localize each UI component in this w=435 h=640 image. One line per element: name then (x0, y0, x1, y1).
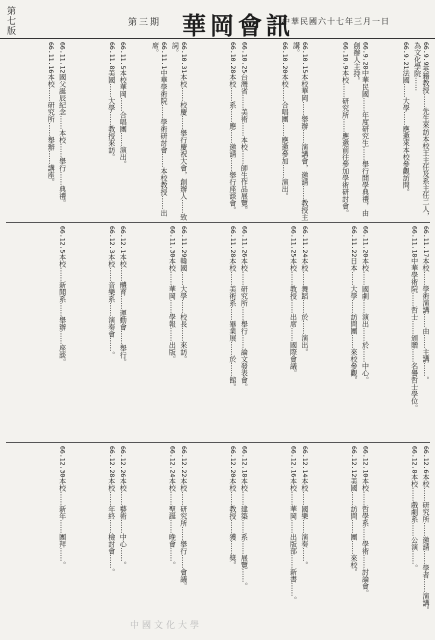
text-column (67, 42, 128, 222)
entry-text: 韓國……大學……校長……來訪。 (179, 257, 188, 363)
watermark: 中國文化大學 (130, 621, 203, 631)
entry-text: 本校……學術演講……由……主講……。 (422, 257, 430, 384)
news-entry (179, 446, 187, 636)
news-entry (171, 42, 188, 222)
text-column (369, 42, 430, 222)
news-band-middle (6, 226, 430, 443)
news-entry (353, 42, 370, 222)
news-entry (341, 42, 349, 222)
news-entry (422, 446, 430, 636)
news-entry (361, 446, 369, 636)
news-entry (107, 446, 115, 636)
news-entry (240, 446, 248, 636)
news-entry (300, 446, 308, 636)
text-column (309, 446, 370, 636)
entry-date: 66.11.20 (361, 226, 370, 258)
entry-date: 66.11.5 (119, 42, 128, 70)
news-entry (58, 42, 66, 222)
text-column (67, 226, 128, 442)
news-entry (281, 42, 289, 222)
entry-text: 台灣省……美術……本校……師生作品展覽。 (240, 73, 249, 214)
news-entry (410, 446, 418, 636)
entry-date: 66.10.20 (281, 42, 290, 74)
news-entry (422, 226, 430, 442)
entry-date: 66.12.16 (289, 446, 298, 478)
entry-text: 本校……系……應……邀請……舉行座談會。 (228, 73, 237, 214)
entry-date: 66.12.6 (422, 446, 430, 474)
news-entry (229, 42, 237, 222)
entry-date: 66.9.21 (402, 42, 411, 70)
entry-date: 66.11.30 (168, 226, 177, 258)
entry-text: 本校華岡……合唱團……演出。 (119, 69, 128, 168)
entry-text: 本校……研究所……舉行……會議。 (179, 477, 188, 590)
entry-date: 66.9.28 (361, 42, 370, 70)
news-entry (413, 42, 430, 222)
text-column (369, 226, 430, 442)
entry-text: 本校……藝術……中心……。 (119, 477, 128, 569)
entry-date: 66.11.25 (289, 226, 298, 258)
news-entry (350, 446, 358, 636)
news-entry (229, 226, 237, 442)
entry-text: 中華學術院……學術研討會……本校教授……出席。 (151, 42, 168, 217)
entry-date: 66.12.18 (240, 446, 249, 478)
entry-text: 美國……訪問……團……來校。 (350, 477, 359, 576)
entry-date: 66.10.28 (228, 42, 237, 74)
news-entry (119, 446, 127, 636)
entry-text: 本校……華岡……學報……出版。 (168, 257, 177, 363)
entry-text: 本校……研究所……舉行……論文發表會。 (240, 257, 249, 391)
entry-date: 66.11.1 (159, 42, 168, 70)
news-entry (58, 226, 66, 442)
entry-date: 66.10.9 (341, 42, 350, 70)
news-entry (289, 226, 297, 442)
entry-text: 本校……研究所……應邀前往參加學術研討會。 (341, 69, 350, 217)
entry-date: 66.12.28 (107, 446, 116, 478)
entry-date: 66.10.31 (179, 42, 188, 74)
entry-date: 66.11.24 (300, 226, 309, 258)
entry-text: 本校……新年……團拜……。 (58, 477, 67, 569)
entry-text: 本校……建築……系……展覽……。 (240, 477, 249, 590)
entry-text: 本校……體育……運動會……舉行。 (119, 253, 128, 366)
news-band-bottom (6, 446, 430, 636)
entry-date: 66.11.28 (228, 226, 237, 258)
entry-text: 中華學術院……哲士……頒贈……名譽哲士學位。 (410, 257, 419, 412)
entry-date: 66.12.12 (350, 446, 359, 478)
news-body (6, 42, 430, 636)
text-column (127, 42, 188, 222)
entry-date: 66.10.15 (300, 42, 309, 74)
issue-number: 第三期 (128, 18, 162, 28)
entry-text: 本校……國樂……演奏……。 (300, 477, 309, 569)
news-entry (47, 42, 55, 222)
entry-text: 本校……戲劇系……公演……。 (410, 473, 419, 572)
news-entry (229, 446, 237, 636)
entry-date: 66.12.20 (228, 446, 237, 478)
news-band-top (6, 42, 430, 223)
entry-date: 66.10.25 (240, 42, 249, 74)
entry-text: 本校……華岡……出版部……新書……。 (289, 477, 298, 604)
entry-date: 66.12.22 (179, 446, 188, 478)
entry-text: 國父誕辰紀念……本校……舉行……典禮。 (58, 73, 67, 207)
publication-date: 中華民國六十七年三月一日 (282, 17, 390, 26)
news-entry (350, 226, 358, 442)
masthead (0, 0, 435, 39)
entry-text: 本校……舞蹈……於……演出。 (300, 257, 309, 356)
news-entry (361, 226, 369, 442)
text-column (6, 226, 67, 442)
news-entry (151, 42, 168, 222)
news-entry (240, 42, 248, 222)
entry-text: 本校……研究所……邀請……學者……演講。 (422, 473, 430, 614)
entry-text: 本校……年終……檢討會……。 (107, 477, 116, 576)
news-entry (402, 42, 410, 222)
entry-date: 66.9.9 (422, 42, 430, 66)
entry-date: 66.12.14 (300, 446, 309, 478)
entry-text: 本校……研究所……舉辦……講座。 (47, 73, 56, 186)
news-entry (300, 226, 308, 442)
entry-date: 66.12.10 (361, 446, 370, 478)
text-column (6, 42, 67, 222)
news-entry (289, 446, 297, 636)
entry-date: 66.11.12 (58, 42, 67, 74)
entry-date: 66.12.26 (119, 446, 128, 478)
news-entry (179, 226, 187, 442)
news-entry (107, 226, 115, 442)
entry-date: 66.11.16 (47, 42, 56, 74)
entry-date: 66.12.1 (119, 226, 128, 254)
entry-text: 美國……大學……教授來訪。 (107, 69, 116, 161)
text-column (248, 446, 309, 636)
entry-text: 本校……校慶……舉行慶祝大會，創辦人……致詞。 (171, 42, 188, 221)
text-column (309, 226, 370, 442)
entry-date: 66.11.29 (179, 226, 188, 258)
entry-date: 66.12.24 (168, 446, 177, 478)
entry-text: 本校……教授……獲……獎。 (228, 477, 237, 569)
entry-date: 66.11.8 (107, 42, 116, 70)
entry-text: 本校……教授……出席……國際會議。 (289, 257, 298, 377)
text-column (248, 226, 309, 442)
news-entry (119, 226, 127, 442)
entry-text: 法國……大學……應邀來本校參觀訪問。 (402, 69, 411, 196)
entry-date: 66.12.8 (410, 446, 419, 474)
text-column (248, 42, 309, 222)
entry-text: 本校……聖誕……晚會……。 (168, 477, 177, 569)
text-column (188, 42, 249, 222)
news-entry (168, 226, 176, 442)
entry-date: 66.12.3 (107, 226, 116, 254)
entry-text: 本校……新聞系……舉辦……座談。 (58, 253, 67, 366)
news-entry (292, 42, 309, 222)
text-column (188, 226, 249, 442)
text-column (6, 446, 67, 636)
text-column (127, 446, 188, 636)
news-entry (410, 226, 418, 442)
entry-date: 66.11.18 (410, 226, 419, 258)
news-entry (58, 446, 66, 636)
text-column (127, 226, 188, 442)
news-entry (240, 226, 248, 442)
entry-text: 本校……合唱團……應邀參加……演出。 (281, 73, 290, 200)
entry-text: 本校……美術系……畢業展……於……館。 (228, 257, 237, 391)
entry-date: 66.12.30 (58, 446, 67, 478)
text-column (188, 446, 249, 636)
news-entry (168, 446, 176, 636)
news-entry (107, 42, 115, 222)
entry-text: 本校……音樂系……演奏會……。 (107, 253, 116, 359)
text-column (369, 446, 430, 636)
entry-text: 中華民國……年度研究生……舉行開學典禮，由創辦人主持。 (353, 42, 370, 217)
entry-text: 本校華岡……舉辦……演講會，邀請……教授主講。 (292, 42, 309, 221)
entry-text: 日本……大學……訪問團……來校參觀。 (350, 257, 359, 384)
newsletter-title: 華岡會訊 (182, 11, 294, 40)
entry-text: 本校……哲學系……學術……討論會。 (361, 477, 370, 597)
entry-date: 66.11.22 (350, 226, 359, 258)
entry-date: 66.12.5 (58, 226, 67, 254)
news-entry (119, 42, 127, 222)
entry-text: 英籍教授……先生來訪本校王主任及系主任二人，為文化學院…… (413, 42, 430, 220)
entry-text: 本校……國劇……演出……於……中心。 (361, 257, 370, 384)
text-column (309, 42, 370, 222)
entry-date: 66.11.26 (240, 226, 249, 258)
page-number: 第七版 (5, 6, 15, 36)
entry-date: 66.11.17 (422, 226, 430, 258)
text-column (67, 446, 128, 636)
